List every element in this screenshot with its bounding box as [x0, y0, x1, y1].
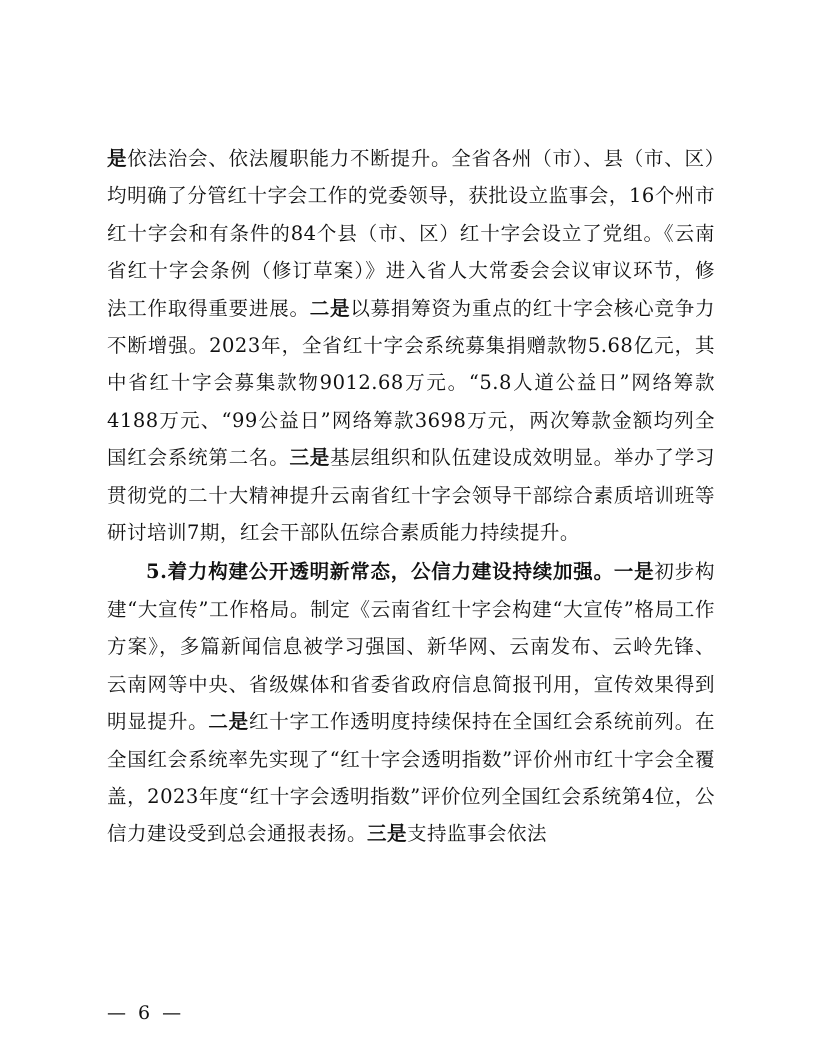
section-heading: 5.着力构建公开透明新常态，公信力建设持续加强。一是	[146, 560, 655, 584]
point-three-heading: 三是	[367, 822, 408, 846]
lead-bold: 是	[107, 147, 128, 170]
point-three-heading: 三是	[289, 446, 331, 470]
text-run: 以募捐筹资为重点的红十字会核心竞争力不断增强。2023年，全省红十字会系统募集捐赠款物5.68亿元，其中省红十字会募集款物9012.68万元。“5.8人道公益日”网络筹款4188万元、“99公益日”网络筹款3698万元，两次筹款金额均列全国红会系统第二名。	[107, 296, 715, 470]
text-run: 依法治会、依法履职能力不断提升。全省各州（市）、县（市、区）均明确了分管红十字会工作的党委领导，获批设立监事会，16个州市红十字会和有条件的84个县（市、区）红十字会设立了党组。《云南省红十字会条例（修订草案）》进入省人大常委会会议审议环节，修法工作取得重要进展。	[107, 147, 715, 320]
text-run: 初步构建“大宣传”工作格局。制定《云南省红十字会构建“大宣传”格局工作方案》，多篇新闻信息被学习强国、新华网、云南发布、云岭先锋、云南网等中央、省级媒体和省委省政府信息简报刊用，宣传效果得到明显提升。	[107, 560, 715, 734]
body-text	[107, 140, 715, 853]
text-run: 基层组织和队伍建设成效明显。举办了学习贯彻党的二十大精神提升云南省红十字会领导干部综合素质培训班等研讨培训7期，红会干部队伍综合素质能力持续提升。	[107, 446, 715, 545]
text-run: 红十字工作透明度持续保持在全国红会系统前列。在全国红会系统率先实现了“红十字会透明指数”评价州市红十字会全覆盖，2023年度“红十字会透明指数”评价位列全国红会系统第4位，公信力建设受到总会通报表扬。	[107, 710, 715, 846]
page-number: — 6 —	[107, 1002, 185, 1024]
paragraph-1	[107, 140, 715, 551]
paragraph-2	[107, 553, 715, 852]
point-two-heading: 二是	[309, 296, 351, 320]
text-run: 支持监事会依法	[407, 822, 548, 846]
point-two-heading: 二是	[208, 710, 249, 734]
